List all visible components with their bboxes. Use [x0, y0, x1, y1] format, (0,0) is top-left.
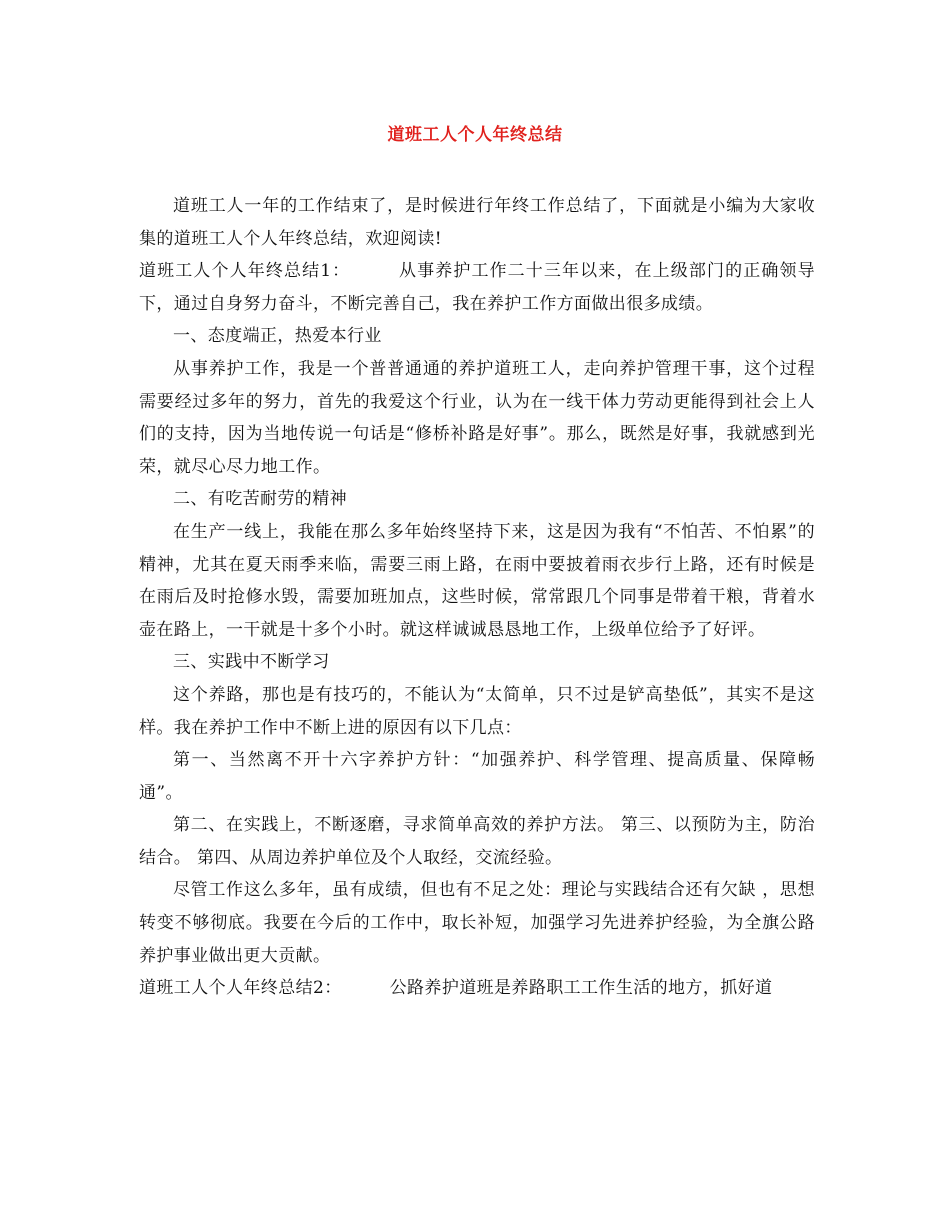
conclusion-paragraph: 尽管工作这么多年，虽有成绩，但也有不足之处：理论与实践结合还有欠缺 ，思想转变不够彻底。我要在今后的工作中，取长补短，加强学习先进养护经验，为全旗公路养护事业做出更大贡献。: [139, 880, 815, 966]
section-1-paragraph: 从事养护工作，我是一个普普通通的养护道班工人，走向养护管理干事，这个过程需要经过多年的努力，首先的我爱这个行业，认为在一线干体力劳动更能得到社会上人们的支持，因为当地传说一句话是“修桥补路是好事”。那么，既然是好事，我就感到光荣，就尽心尽力地工作。: [139, 358, 815, 477]
summary-2-text: 公路养护道班是养路职工工作生活的地方，抓好道: [389, 978, 773, 999]
point-1-paragraph: 第一、当然离不开十六字养护方针：“加强养护、科学管理、提高质量、保障畅通”。: [139, 750, 815, 803]
summary-2-label: 道班工人个人年终总结2：: [139, 978, 342, 999]
section-3-paragraph: 这个养路，那也是有技巧的，不能认为“太简单，只不过是铲高垫低”，其实不是这样。我在养护工作中不断上进的原因有以下几点：: [139, 684, 815, 738]
summary-1-label: 道班工人个人年终总结1：: [139, 261, 351, 282]
summary-1-text: 从事养护工作二十三年以来，在上级部门的正确领导下，通过自身努力奋斗，不断完善自己，我在养护工作方面做出很多成绩。: [139, 261, 815, 314]
section-heading-3: 三、实践中不断学习: [173, 652, 330, 673]
points-2-4-paragraph: 第二、在实践上，不断逐磨，寻求简单高效的养护方法。 第三、以预防为主，防治结合。 第四、从周边养护单位及个人取经，交流经验。: [139, 815, 815, 868]
summary-1-paragraph: [139, 255, 815, 320]
section-heading-1: 一、态度端正，热爱本行业: [173, 326, 382, 347]
section-heading-2: 二、有吃苦耐劳的精神: [173, 489, 347, 510]
intro-paragraph: 道班工人一年的工作结束了，是时候进行年终工作总结了，下面就是小编为大家收集的道班工人个人年终总结，欢迎阅读!: [139, 196, 815, 249]
document-body: [139, 190, 815, 1005]
section-2-paragraph: 在生产一线上，我能在那么多年始终坚持下来，这是因为我有“不怕苦、不怕累”的精神，尤其在夏天雨季来临，需要三雨上路，在雨中要披着雨衣步行上路，还有时候是在雨后及时抢修水毁，需要加班加点，这些时候，常常跟几个同事是带着干粮，背着水壶在路上，一干就是十多个小时。就这样诚诚恳恳地工作，上级单位给予了好评。: [139, 521, 815, 640]
summary-2-paragraph: [139, 972, 815, 1005]
document-title: 道班工人个人年终总结: [387, 125, 563, 145]
